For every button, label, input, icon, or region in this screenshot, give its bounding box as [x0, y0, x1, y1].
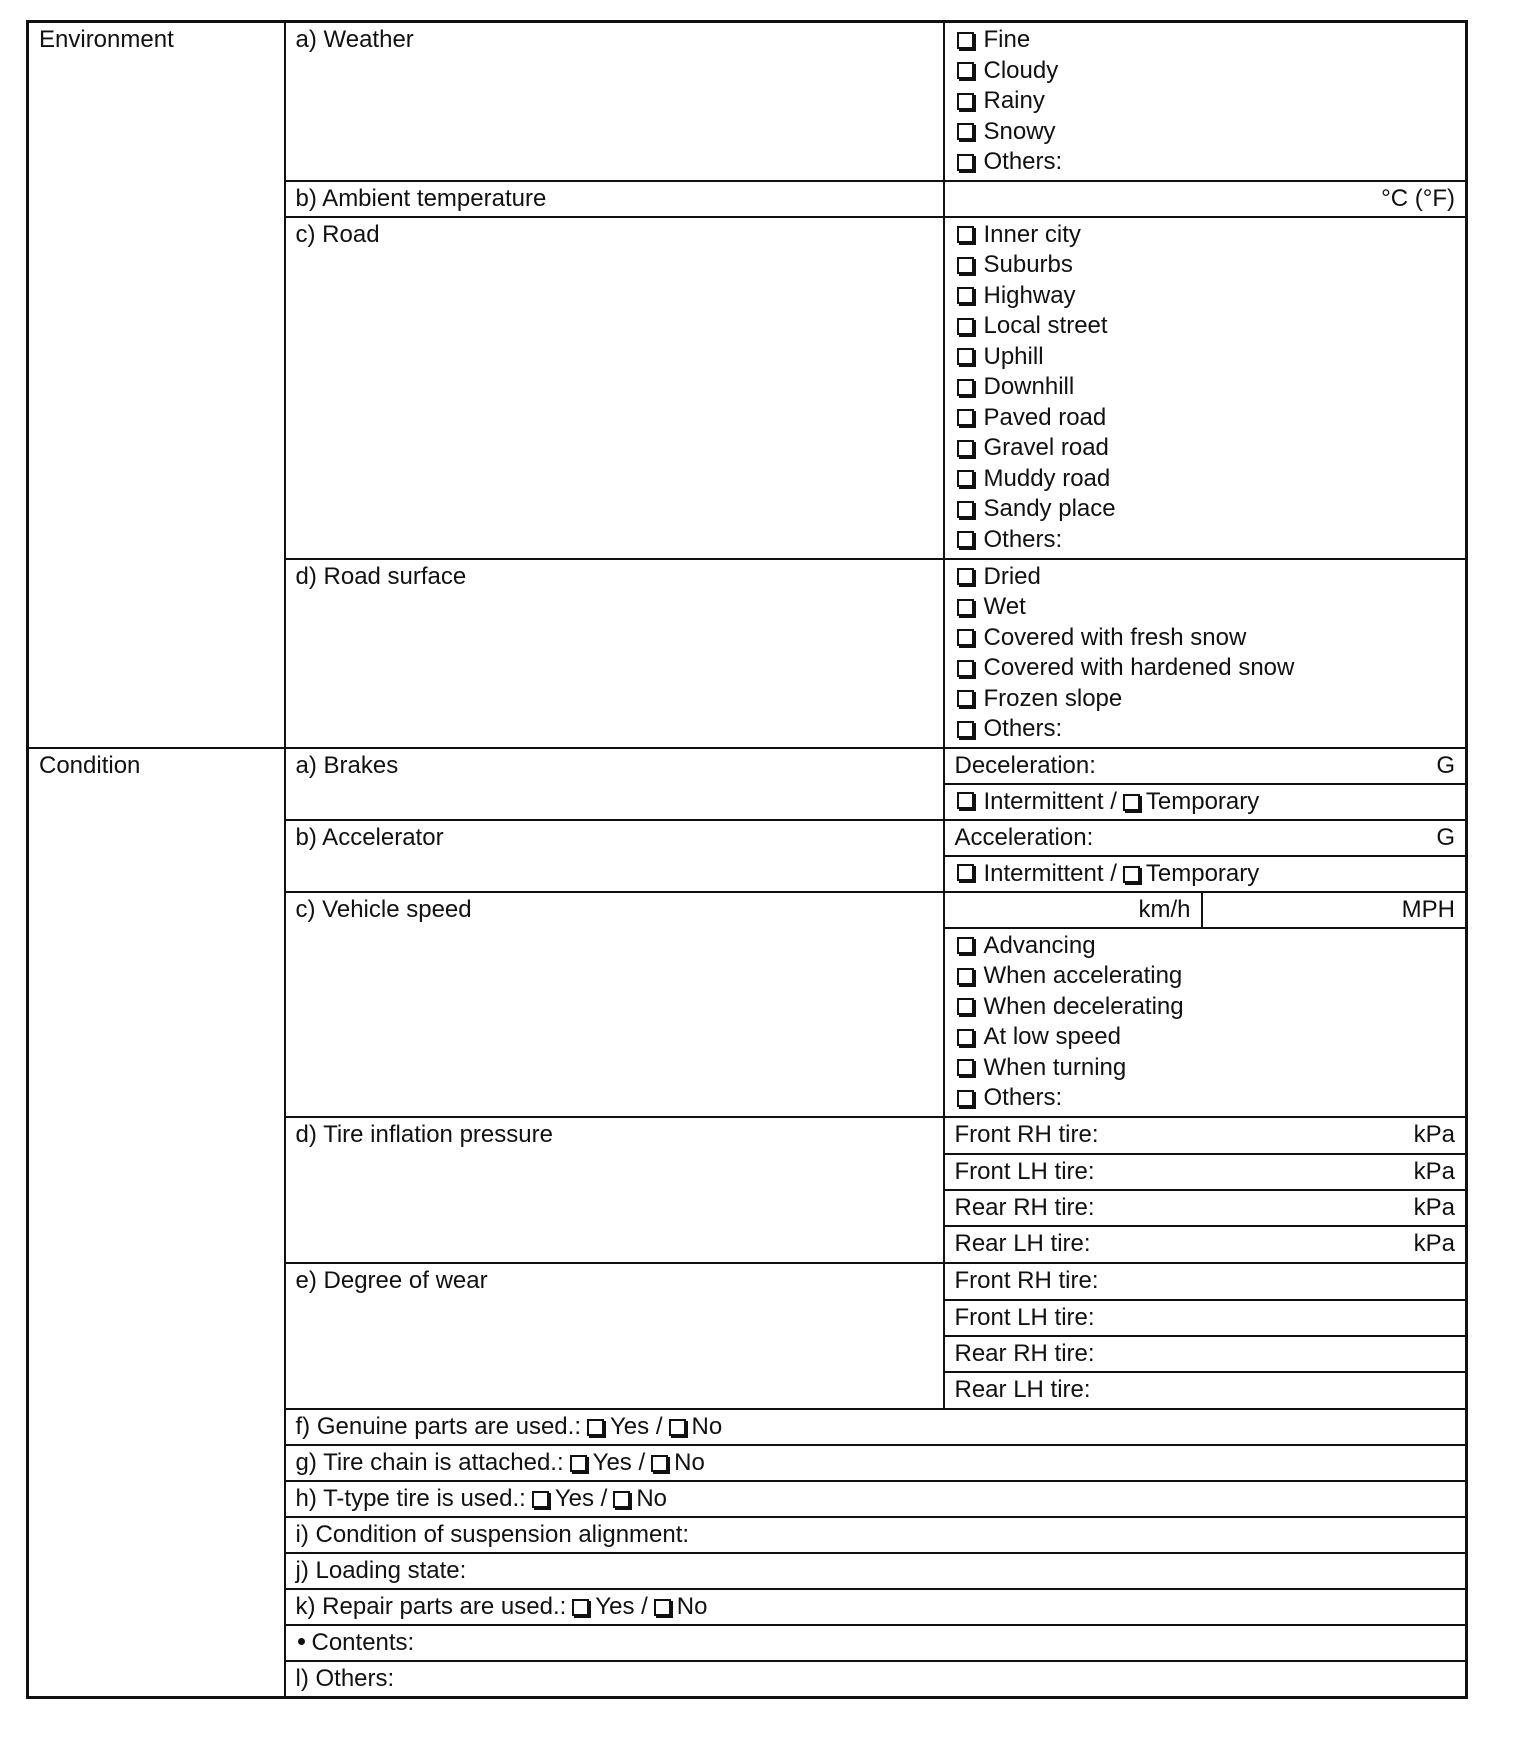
- checkbox-icon: [957, 1029, 974, 1046]
- checkbox-highway[interactable]: Highway: [955, 281, 1456, 312]
- checkbox-icon: [957, 257, 974, 274]
- checkbox-icon: [957, 409, 974, 426]
- accelerator-fields: [944, 820, 1467, 892]
- checkbox-advancing[interactable]: Advancing: [955, 931, 1456, 962]
- bullet-icon: [298, 1638, 305, 1645]
- checkbox-icon: [957, 470, 974, 487]
- genuine-parts-row: f) Genuine parts are used.: Yes / No: [285, 1409, 1467, 1445]
- tire-pressure-label: d) Tire inflation pressure: [285, 1117, 944, 1263]
- brakes-fields: [944, 748, 1467, 820]
- condition-category: Condition: [28, 748, 285, 1698]
- checkbox-icon[interactable]: [572, 1599, 589, 1616]
- checkbox-when-decelerating[interactable]: When decelerating: [955, 992, 1456, 1023]
- checkbox-icon: [957, 154, 974, 171]
- loading-state-row[interactable]: j) Loading state:: [285, 1553, 1467, 1589]
- checkbox-muddy-road[interactable]: Muddy road: [955, 464, 1456, 495]
- checkbox-road-others[interactable]: Others:: [955, 525, 1456, 556]
- checkbox-cloudy[interactable]: Cloudy: [955, 56, 1456, 87]
- checkbox-icon: [957, 531, 974, 548]
- environment-category: Environment: [28, 22, 285, 748]
- checkbox-icon: [957, 32, 974, 49]
- checkbox-icon[interactable]: [1123, 866, 1140, 883]
- checkbox-hardened-snow[interactable]: Covered with hardened snow: [955, 653, 1456, 684]
- checkbox-wet[interactable]: Wet: [955, 592, 1456, 623]
- checkbox-icon: [957, 93, 974, 110]
- weather-label: a) Weather: [285, 22, 944, 181]
- acceleration-label: Acceleration:: [954, 823, 1094, 851]
- checkbox-icon: [957, 379, 974, 396]
- pressure-unit[interactable]: kPa: [1413, 1229, 1455, 1257]
- checkbox-fresh-snow[interactable]: Covered with fresh snow: [955, 623, 1456, 654]
- checkbox-when-accelerating[interactable]: When accelerating: [955, 961, 1456, 992]
- checkbox-frozen-slope[interactable]: Frozen slope: [955, 684, 1456, 715]
- checkbox-icon[interactable]: [957, 864, 974, 881]
- checkbox-icon: [957, 998, 974, 1015]
- checkbox-weather-others[interactable]: Others:: [955, 147, 1456, 178]
- checkbox-uphill[interactable]: Uphill: [955, 342, 1456, 373]
- checkbox-icon: [957, 348, 974, 365]
- checkbox-icon[interactable]: [651, 1455, 668, 1472]
- checkbox-icon[interactable]: [532, 1491, 549, 1508]
- vehicle-speed-fields: [944, 892, 1467, 1117]
- checkbox-inner-city[interactable]: Inner city: [955, 220, 1456, 251]
- deceleration-unit[interactable]: G: [1436, 751, 1455, 779]
- suspension-alignment-row[interactable]: i) Condition of suspension alignment:: [285, 1517, 1467, 1553]
- pressure-rear-lh: Rear LH tire:: [954, 1229, 1091, 1257]
- checkbox-icon: [957, 721, 974, 738]
- road-options: [944, 217, 1467, 559]
- pressure-front-lh: Front LH tire:: [954, 1157, 1095, 1185]
- checkbox-local-street[interactable]: Local street: [955, 311, 1456, 342]
- checkbox-icon[interactable]: [587, 1419, 604, 1436]
- wear-rear-rh[interactable]: Rear RH tire:: [945, 1336, 1466, 1372]
- checkbox-speed-others[interactable]: Others:: [955, 1083, 1456, 1114]
- checkbox-gravel-road[interactable]: Gravel road: [955, 433, 1456, 464]
- checkbox-rainy[interactable]: Rainy: [955, 86, 1456, 117]
- checkbox-icon: [957, 501, 974, 518]
- road-label: c) Road: [285, 217, 944, 559]
- checkbox-icon: [957, 287, 974, 304]
- checkbox-icon[interactable]: [1123, 794, 1140, 811]
- brakes-intermittent: Intermittent /: [983, 787, 1117, 815]
- repair-parts-row: k) Repair parts are used.: Yes / No: [285, 1589, 1467, 1625]
- speed-kmh-field[interactable]: km/h: [1138, 895, 1191, 923]
- pressure-rear-rh: Rear RH tire:: [954, 1193, 1095, 1221]
- degree-of-wear-fields: [944, 1263, 1467, 1409]
- checkbox-icon: [957, 968, 974, 985]
- checkbox-when-turning[interactable]: When turning: [955, 1053, 1456, 1084]
- weather-options: [944, 22, 1467, 181]
- checkbox-icon: [957, 440, 974, 457]
- road-surface-options: [944, 559, 1467, 748]
- speed-mph-field[interactable]: MPH: [1202, 893, 1466, 928]
- vehicle-speed-label: c) Vehicle speed: [285, 892, 944, 1117]
- checkbox-downhill[interactable]: Downhill: [955, 372, 1456, 403]
- accelerator-temporary: Temporary: [1145, 859, 1260, 887]
- checkbox-sandy-place[interactable]: Sandy place: [955, 494, 1456, 525]
- pressure-front-rh: Front RH tire:: [954, 1120, 1099, 1148]
- ambient-temperature-label: b) Ambient temperature: [285, 181, 944, 217]
- checkbox-icon: [957, 1059, 974, 1076]
- accelerator-label: b) Accelerator: [285, 820, 944, 892]
- deceleration-label: Deceleration:: [954, 751, 1096, 779]
- checkbox-icon: [957, 1090, 974, 1107]
- wear-rear-lh[interactable]: Rear LH tire:: [945, 1372, 1466, 1408]
- checkbox-paved-road[interactable]: Paved road: [955, 403, 1456, 434]
- checkbox-icon: [957, 660, 974, 677]
- diagnosis-sheet-table: [26, 20, 1468, 1699]
- contents-row[interactable]: Contents:: [285, 1625, 1467, 1661]
- checkbox-icon[interactable]: [654, 1599, 671, 1616]
- pressure-unit[interactable]: kPa: [1413, 1157, 1455, 1185]
- checkbox-icon: [957, 690, 974, 707]
- pressure-unit[interactable]: kPa: [1413, 1120, 1455, 1148]
- checkbox-icon[interactable]: [570, 1455, 587, 1472]
- others-row[interactable]: l) Others:: [285, 1661, 1467, 1698]
- checkbox-icon[interactable]: [957, 792, 974, 809]
- tire-chain-row: g) Tire chain is attached.: Yes / No: [285, 1445, 1467, 1481]
- accelerator-intermittent: Intermittent /: [983, 859, 1117, 887]
- checkbox-icon: [957, 937, 974, 954]
- road-surface-label: d) Road surface: [285, 559, 944, 748]
- checkbox-icon: [957, 318, 974, 335]
- checkbox-icon: [957, 226, 974, 243]
- pressure-unit[interactable]: kPa: [1413, 1193, 1455, 1221]
- checkbox-icon: [957, 123, 974, 140]
- checkbox-icon: [957, 568, 974, 585]
- t-type-tire-row: h) T-type tire is used.: Yes / No: [285, 1481, 1467, 1517]
- checkbox-suburbs[interactable]: Suburbs: [955, 250, 1456, 281]
- checkbox-snowy[interactable]: Snowy: [955, 117, 1456, 148]
- checkbox-icon: [957, 62, 974, 79]
- checkbox-surface-others[interactable]: Others:: [955, 714, 1456, 745]
- degree-of-wear-label: e) Degree of wear: [285, 1263, 944, 1409]
- tire-pressure-fields: [944, 1117, 1467, 1263]
- wear-front-rh[interactable]: Front RH tire:: [954, 1266, 1099, 1294]
- checkbox-low-speed[interactable]: At low speed: [955, 1022, 1456, 1053]
- checkbox-icon[interactable]: [669, 1419, 686, 1436]
- wear-front-lh[interactable]: Front LH tire:: [945, 1300, 1466, 1336]
- ambient-temperature-unit[interactable]: °C (°F): [944, 181, 1467, 217]
- acceleration-unit[interactable]: G: [1436, 823, 1455, 851]
- checkbox-icon[interactable]: [613, 1491, 630, 1508]
- brakes-temporary: Temporary: [1145, 787, 1260, 815]
- checkbox-dried[interactable]: Dried: [955, 562, 1456, 593]
- checkbox-fine[interactable]: Fine: [955, 25, 1456, 56]
- checkbox-icon: [957, 599, 974, 616]
- brakes-label: a) Brakes: [285, 748, 944, 820]
- checkbox-icon: [957, 629, 974, 646]
